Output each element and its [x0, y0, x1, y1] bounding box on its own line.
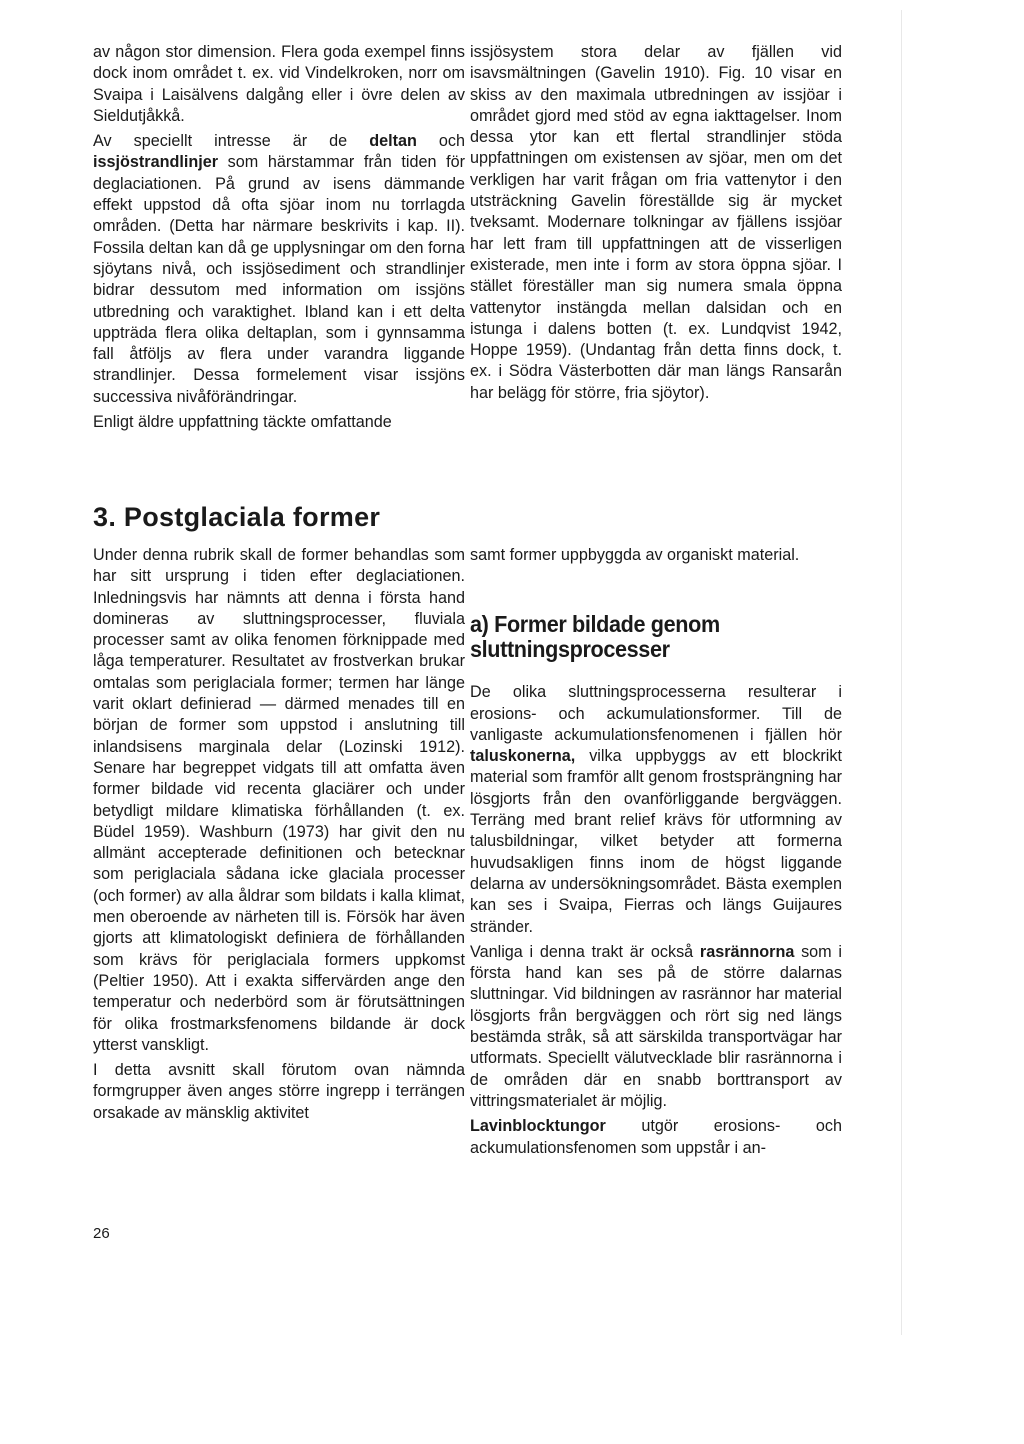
paragraph: Enligt äldre uppfattning täckte omfattande [93, 413, 392, 432]
column-bottom-right [470, 545, 842, 1163]
bold-term-lavinblocktungor: Lavinblocktungor [470, 1117, 606, 1136]
paragraph: samt former uppbyggda av organiskt material. [470, 546, 800, 564]
bold-term-rasrannorna: rasrännorna [699, 942, 795, 961]
page-number: 26 [93, 1225, 110, 1242]
column-top-right [470, 42, 842, 408]
column-top-left [93, 42, 465, 437]
paragraph: av någon stor dimension. Flera goda exempel finns dock inom området t. ex. vid Vindelkroken, norr om Svaipa i Laisälvens dalgång eller i övre delen av Sieldutjåkkå. [93, 43, 465, 125]
paragraph: Av speciellt intresse är de deltan och issjöstrandlinjer som härstammar från tiden för deglaciationen. På grund av isens dämmande effekt uppstod då ofta sjöar inom nu torrlagda områden. (Detta har närmare beskrivits i kap. II). Fossila deltan kan då ge upplysningar om den forna sjöytans nivå, och issjösediment och strandlinjer bidrar dessutom med information om issjöns utbredning och varaktighet. Ibland kan i ett delta uppträda flera olika deltaplan, som i gynnsamma fall åtföljs av flera under varandra liggande strandlinjer. Dessa formelement visar issjöns successiva nivåförändringar. [93, 132, 465, 406]
paragraph: issjösystem stora delar av fjällen vid isavsmältningen (Gavelin 1910). Fig. 10 visar en skiss av den maximala utbredningen av issjöar i området gjord med stöd av egna iakttagelser. Inom dessa ytor kan ett flertal strandlinjer stöda uppfattningen om existensen av sjöar, men om det verkligen har varit frågan om fria vattenytor i den utsträckning Gavelin föreställde sig är mycket tveksamt. Modernare tolkningar av fjällens issjöar har lett fram till uppfattningen att de visserligen existerade, men inte i form av stora öppna sjöar. I stället föreställer man sig numera smala öppna vattenytor instängda mellan dalsidan och en istunga i dalens botten (t. ex. Lundqvist 1942, Hoppe 1959). (Undantag från detta finns dock, t. ex. i Södra Västerbotten där man längs Ransarån har belägg för större, fria sjöytor). [470, 43, 842, 402]
paragraph: De olika sluttningsprocesserna resulterar i erosions- och ackumulationsformer. Till de vanligaste ackumulationsfenomenen i fjällen hör taluskonerna, vilka uppbyggs av ett blockrikt material som framför allt genom frostsprängning har lösgjorts från den ovanförliggande bergväggen. Terräng med brant relief krävs för utformning av talusbildningar, vilket betyder att formerna huvudsakligen finns inom de högst liggande delarna av undersökningsområdet. Bästa exemplen kan ses i Svaipa, Fierras och längs Guijaures stränder. [470, 683, 842, 936]
paragraph: Lavinblocktungor utgör erosions- och ackumulationsfenomen som uppstår i an- [470, 1117, 842, 1157]
paragraph: I detta avsnitt skall förutom ovan nämnda formgrupper även anges större ingrepp i terrängen orsakade av mänsklig aktivitet [93, 1061, 465, 1122]
subsection-heading: a) Former bildade genom sluttningsprocesser [470, 611, 720, 663]
bold-term-issjostrandlinjer: issjöstrandlinjer [93, 153, 219, 172]
column-bottom-left [93, 545, 465, 1128]
paragraph: Under denna rubrik skall de former behandlas som har sitt ursprung i tiden efter deglaciationen. Inledningsvis har nämnts att denna i första hand domineras av sluttningsprocesser, fluviala processer samt av olika fenomen förknippade med låga temperaturer. Resultatet av frostverkan brukar omtalas som periglaciala former; termen har länge varit oklart definierad — därmed menades till en början de former som uppstod i anslutning till inlandsisens marginala delar (Lozinski 1912). Senare har begreppet vidgats till att omfatta även former bildade vid recenta glaciärer och under betydligt mildare klimatiska förhållanden (t. ex. Büdel 1959). Washburn (1973) har givit den nu allmänt accepterade definitionen och betecknar som periglaciala sådana icke glaciala processer (och former) av alla åldrar som bildats i kalla klimat, men oberoende av närheten till is. Försök har även gjorts att klimatologiskt definiera de förhållanden som krävs för periglaciala formers uppkomst (Peltier 1950). Att i exakta siffervärden ange den temperatur och nederbörd som är förutsättningen för olika frostmarksfenomens bildande är dock ytterst vanskligt. [93, 546, 465, 1054]
section-heading: 3. Postglaciala former [93, 502, 381, 532]
bold-term-deltan: deltan [369, 132, 417, 151]
scan-edge-line [901, 10, 902, 1335]
paragraph: Vanliga i denna trakt är också rasrännorna som i första hand kan ses på de större dalarnas sluttningar. Vid bildningen av rasrännor har material lösgjorts från bergväggen och rört sig ned längs bestämda stråk, så att särskilda transportvägar har utformats. Speciellt välutvecklade blir rasrännorna i de områden där en snabb borttransport av vittringsmaterialet är möjlig. [470, 942, 842, 1110]
bold-term-taluskonerna: taluskonerna, [470, 747, 576, 766]
